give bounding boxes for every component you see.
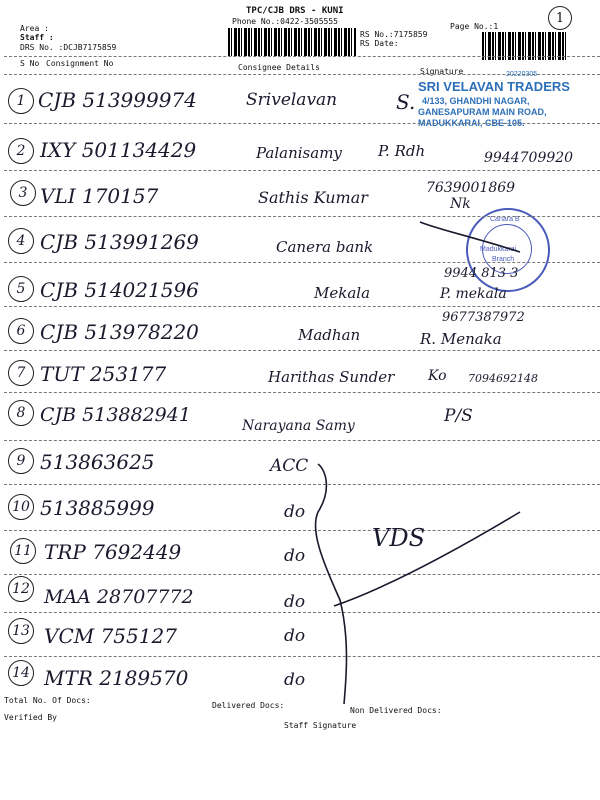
signature: Ko	[428, 368, 447, 384]
consignment-no: TRP 7692449	[44, 540, 182, 564]
consignment-no: 513885999	[40, 496, 155, 520]
consignment-no: VLI 170157	[40, 184, 159, 208]
page-number-circle: 1	[548, 6, 572, 30]
row-number: 10	[8, 494, 34, 520]
rs-date: RS Date:	[360, 39, 399, 48]
stamp-line1: 4/133, GHANDHI NAGAR,	[422, 96, 530, 106]
consignment-no: MAA 28707772	[44, 586, 194, 608]
phone-note: 9944709920	[484, 150, 574, 166]
bracket-stroke	[315, 464, 346, 704]
col-consignment: Consignment No	[46, 59, 114, 68]
consignment-no: CJB 514021596	[40, 278, 199, 302]
consignment-no: CJB 513999974	[38, 88, 197, 112]
col-signature: Signature	[420, 67, 464, 76]
area-label: Area :	[20, 24, 49, 33]
signature-stroke	[420, 222, 520, 252]
row-number: 9	[8, 448, 34, 474]
phone-number: Phone No.:0422-3505555	[232, 17, 338, 26]
consignee-name: do	[284, 670, 306, 690]
consignee-name: do	[284, 546, 306, 566]
consignment-no: 513863625	[40, 450, 155, 474]
verified-by: Verified By	[4, 713, 57, 722]
consignee-name: Harithas Sunder	[268, 368, 395, 386]
consignee-name: do	[284, 502, 306, 522]
staff-signature: Staff Signature	[284, 721, 357, 730]
phone-note: 7639001869	[426, 180, 516, 196]
consignee-name: Narayana Samy	[242, 418, 355, 434]
phone-note: 7094692148	[468, 372, 538, 385]
row-number: 2	[8, 138, 34, 164]
bank-stamp-mid: Madukkarai	[480, 246, 517, 253]
consignee-name: Palanisamy	[256, 144, 342, 162]
consignee-name: ACC	[270, 456, 309, 476]
row-number: 13	[8, 618, 34, 644]
consignee-name: Sathis Kumar	[258, 188, 368, 207]
bank-stamp-top: Canara B	[490, 216, 520, 223]
consignee-name: do	[284, 626, 306, 646]
row-number: 6	[8, 318, 34, 344]
total-docs: Total No. Of Docs:	[4, 696, 91, 705]
consignment-no: CJB 513882941	[40, 404, 191, 426]
drs-number: DRS No. :DCJB7175859	[20, 43, 117, 52]
stamp-name: SRI VELAVAN TRADERS	[418, 79, 570, 94]
row-number: 14	[8, 660, 34, 686]
consignee-name: Madhan	[298, 326, 361, 344]
rs-number: RS No.:7175859	[360, 30, 428, 39]
signature: S.	[396, 90, 416, 114]
signature: P/S	[444, 406, 473, 426]
signature: P. Rdh	[378, 142, 426, 160]
row-number: 5	[8, 276, 34, 302]
signature: Nk	[450, 196, 471, 212]
row-number: 11	[10, 538, 36, 564]
consignment-no: MTR 2189570	[44, 666, 189, 690]
signature: VDS	[372, 524, 426, 552]
document-title: TPC/CJB DRS - KUNI	[246, 6, 344, 16]
row-number: 12	[8, 576, 34, 602]
row-number: 7	[8, 360, 34, 386]
stamp-line2: GANESAPURAM MAIN ROAD,	[418, 107, 547, 117]
consignee-name: Mekala	[314, 284, 371, 302]
phone-note: 9944 813 3	[444, 266, 519, 281]
row-number: 4	[8, 228, 34, 254]
consignee-name: Srivelavan	[246, 90, 338, 110]
consignment-no: CJB 513991269	[40, 230, 199, 254]
row-number: 3	[10, 180, 36, 206]
phone-note: 9677387972	[442, 310, 525, 325]
signature: R. Menaka	[420, 330, 502, 348]
col-sno: S No	[20, 59, 40, 68]
non-delivered-docs: Non Delivered Docs:	[350, 706, 442, 715]
row-number: 8	[8, 400, 34, 426]
consignment-no: CJB 513978220	[40, 320, 199, 344]
consignee-name: do	[284, 592, 306, 612]
consignment-no: IXY 501134429	[40, 138, 197, 162]
consignment-no: VCM 755127	[44, 624, 177, 648]
signature-stroke	[334, 512, 520, 606]
page-number: Page No.:1	[450, 22, 499, 31]
row-number: 1	[8, 88, 34, 114]
signature: P. mekala	[440, 286, 507, 302]
consignment-no: TUT 253177	[40, 362, 167, 386]
bank-stamp-bottom: Branch	[492, 256, 515, 263]
staff-label: Staff :	[20, 33, 54, 42]
col-consignee: Consignee Details	[238, 63, 320, 72]
delivered-docs: Delivered Docs:	[212, 701, 285, 710]
consignee-name: Canera bank	[276, 238, 374, 256]
stamp-date: 20220305	[506, 71, 538, 78]
stamp-line3: MADUKKARAI, CBE-105.	[418, 118, 525, 128]
